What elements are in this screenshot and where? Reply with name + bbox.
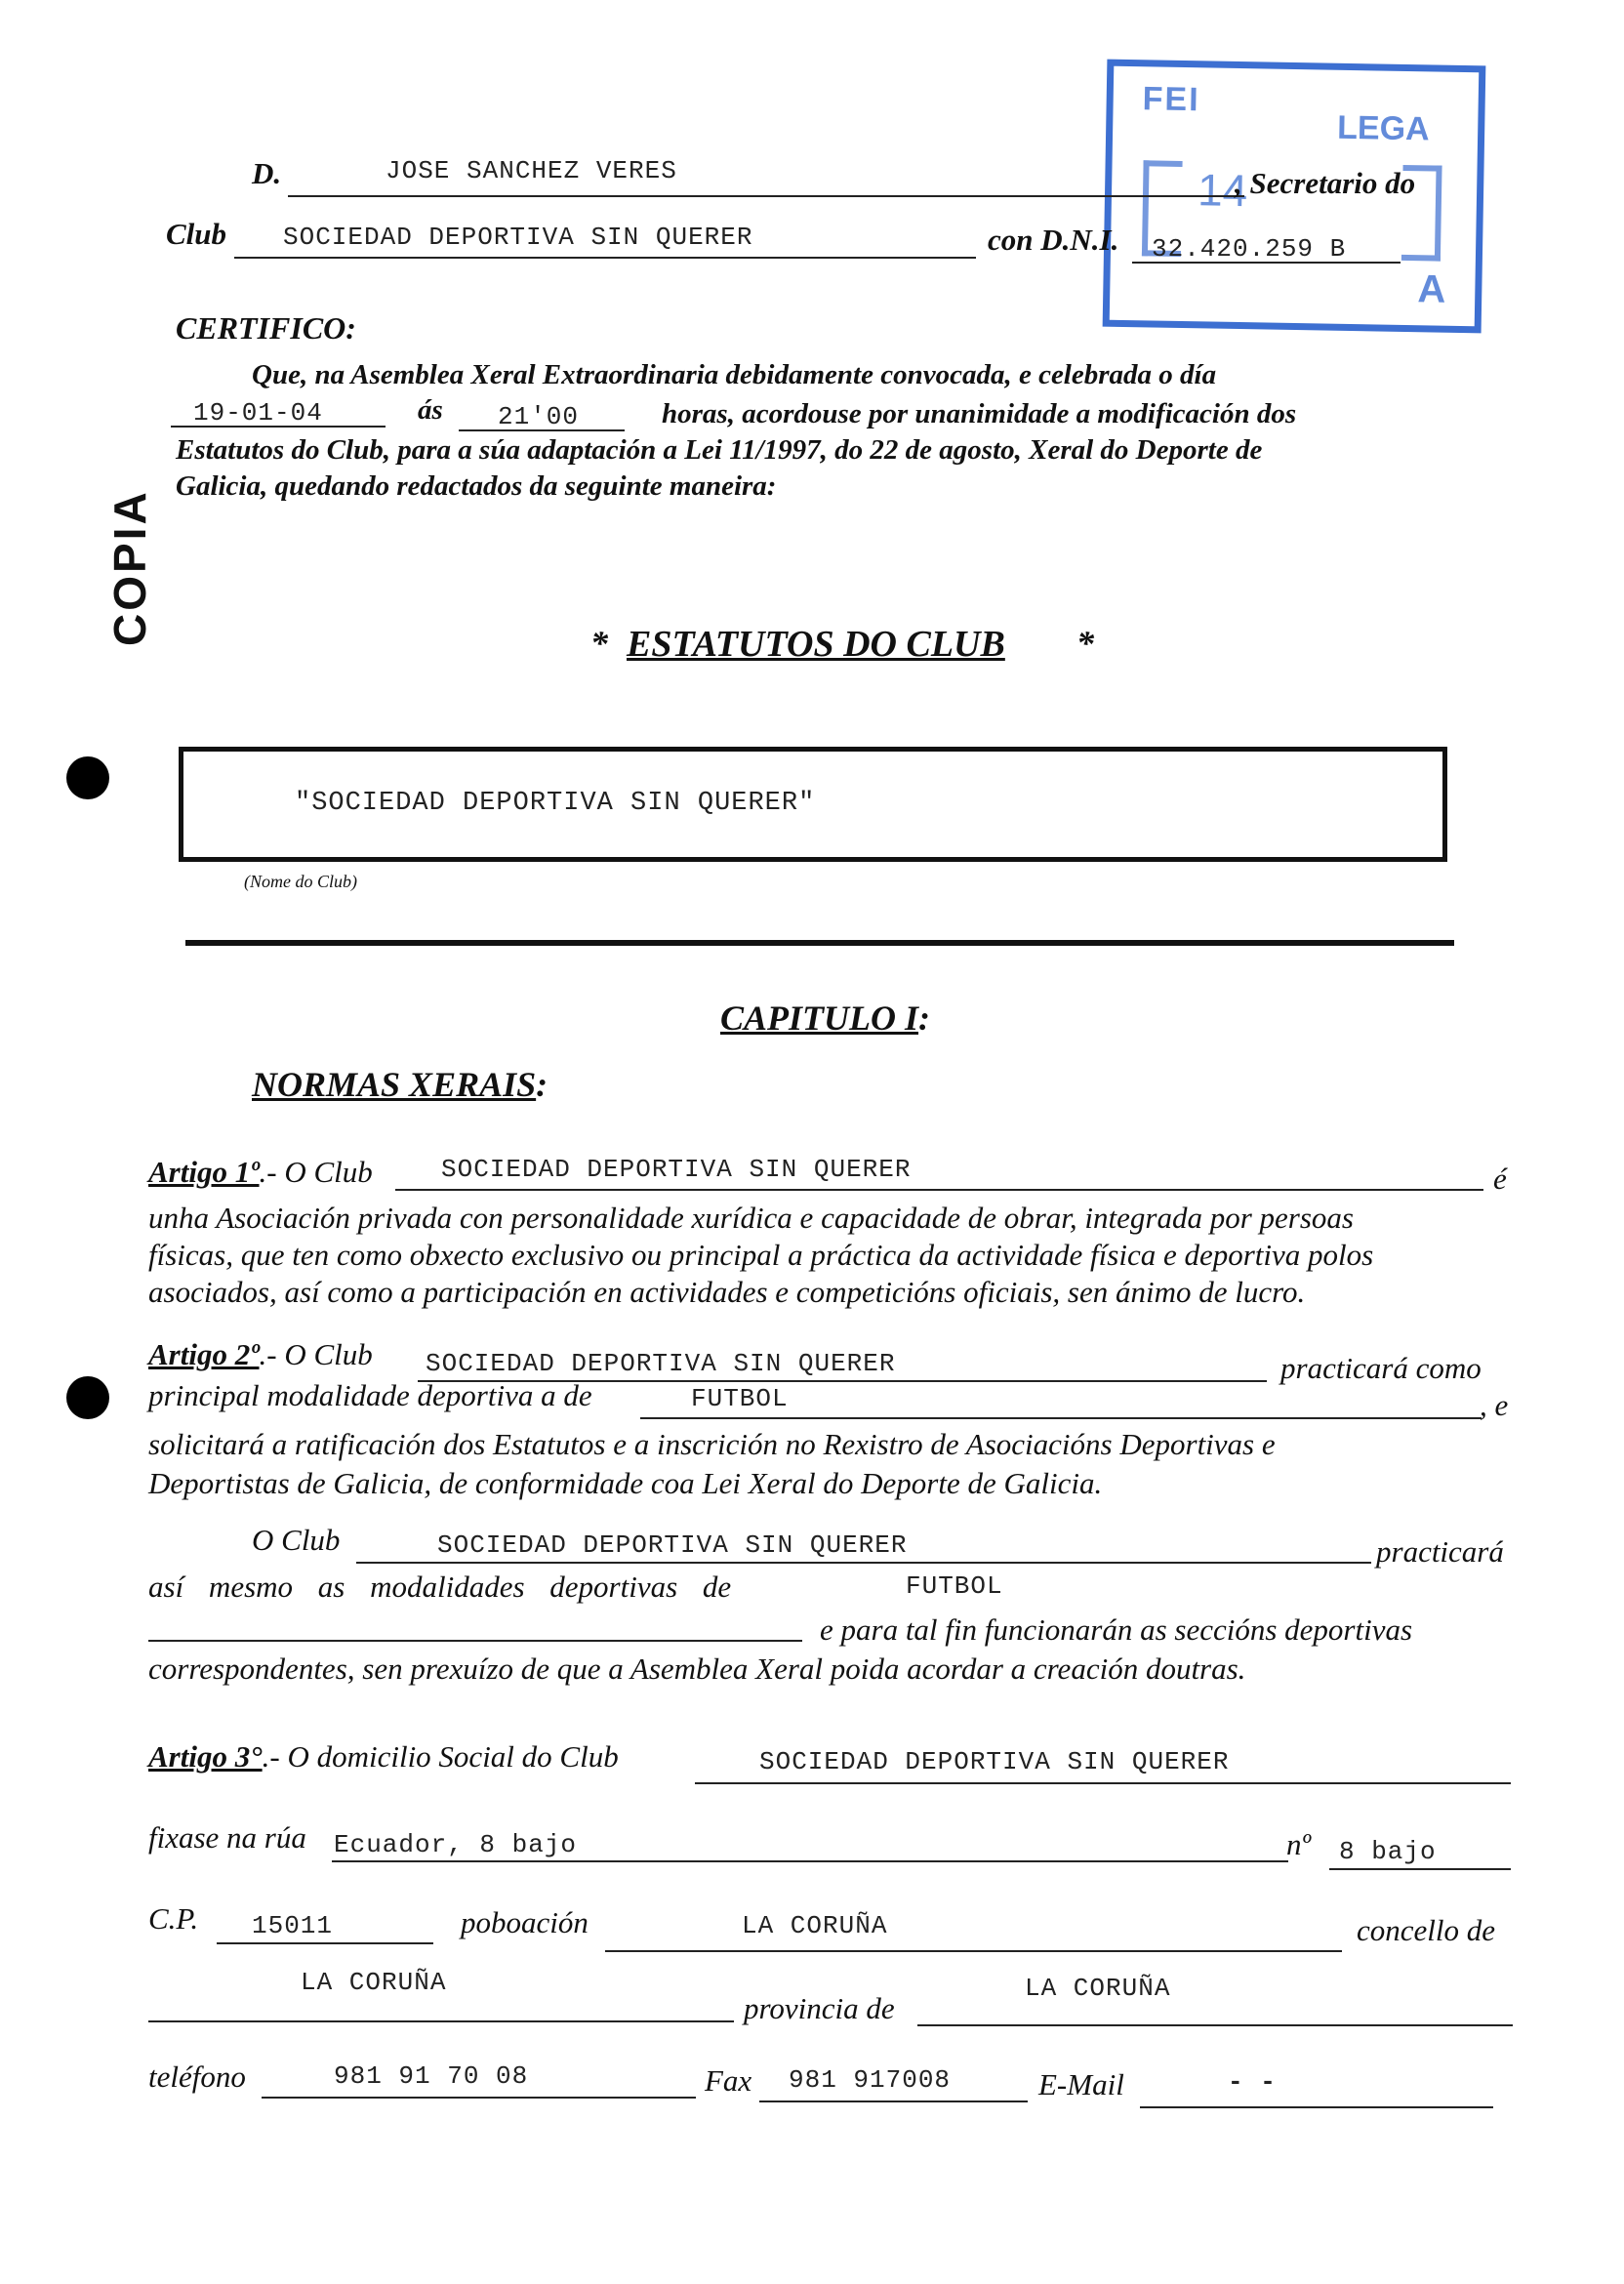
concello-line [148,2020,734,2022]
art2-p2-modalidade: FUTBOL [906,1571,1003,1601]
assembly-time: 21'00 [498,402,580,431]
date-line [171,426,386,428]
section-colon: : [536,1065,548,1104]
cp-value: 15011 [252,1911,334,1940]
telefono-label: teléfono [148,2060,246,2094]
title-star-right: * [1076,624,1094,663]
section-title: NORMAS XERAIS [252,1065,537,1104]
art1-line1: unha Asociación privada con personalidade xurídica e capacidade de obrar, integrada por persoas [148,1201,1354,1235]
fax-line [759,2100,1028,2102]
d-label: D. [252,156,282,190]
poboacion-value: LA CORUÑA [742,1911,888,1940]
art2-lead: .- O Club [259,1337,373,1371]
provincia-line [917,2024,1513,2026]
stamp-day: 14 [1197,164,1248,217]
stamp-letter: A [1417,267,1446,311]
art2-modalidade-line [640,1417,1482,1419]
stamp-region-text: LEGA [1336,108,1431,148]
telefono-value: 981 91 70 08 [334,2061,529,2091]
certifico-line2: horas, acordouse por unanimidade a modificación dos [662,398,1297,429]
provincia-label: provincia de [744,1991,895,2025]
art3-club-name: SOCIEDAD DEPORTIVA SIN QUERER [759,1747,1230,1776]
poboacion-line [605,1950,1342,1952]
club-name-line [234,257,976,259]
art2-p2-club-line [356,1562,1371,1564]
cp-label: C.P. [148,1901,199,1936]
provincia-value: LA CORUÑA [1025,1974,1171,2003]
certifico-heading: CERTIFICO: [176,310,356,346]
section-divider [185,940,1454,946]
certifico-line4: Galicia, quedando redactados da seguinte maneira: [176,470,777,502]
numero-line [1329,1868,1511,1870]
as-label: ás [418,394,443,426]
art2-practicara: practicará como [1280,1351,1482,1385]
rua-value: Ecuador, 8 bajo [334,1830,578,1859]
title-star-left: * [590,624,608,663]
stamp-federation-text: FEI [1142,80,1200,119]
time-line [459,429,625,431]
assembly-date: 19-01-04 [193,398,323,428]
club-box-name: "SOCIEDAD DEPORTIVA SIN QUERER" [295,789,816,818]
secretary-suffix: , Secretario do [1235,166,1416,200]
email-value: - - [1228,2067,1277,2097]
rua-line [332,1860,1288,1862]
concello-value: LA CORUÑA [301,1968,447,1997]
dni-label: con D.N.I. [988,223,1119,257]
rua-label: fixase na rúa [148,1820,306,1855]
art1-line2: físicas, que ten como obxecto exclusivo ou principal a práctica da actividade física e deportiva polos [148,1238,1374,1272]
email-line [1140,2106,1493,2108]
punch-hole-bottom [66,1376,109,1419]
art2-modalidade-label: principal modalidade deportiva a de [148,1378,592,1412]
art2-line2: Deportistas de Galicia, de conformidade coa Lei Xeral do Deporte de Galicia. [148,1466,1103,1500]
art3-label: Artigo 3° [148,1739,263,1774]
art2-p2-line3: e para tal fin funcionarán as seccións deportivas [820,1612,1413,1647]
chapter-colon: : [918,999,931,1038]
club-label: Club [166,217,227,251]
art1-club-name: SOCIEDAD DEPORTIVA SIN QUERER [441,1155,912,1184]
art1-label: Artigo 1º [148,1155,260,1189]
poboacion-label: poboación [461,1905,589,1939]
concello-label: concello de [1357,1913,1496,1947]
fax-label: Fax [705,2063,752,2098]
art1-line3: asociados, así como a participación en actividades e competicións oficiais, sen ánimo de lucro. [148,1275,1306,1309]
art2-p2-line4: correspondentes, sen prexuízo de que a Asemblea Xeral poida acordar a creación doutras. [148,1652,1246,1686]
email-label: E-Mail [1038,2067,1124,2101]
art2-modalidade: FUTBOL [691,1384,789,1413]
certifico-intro: Que, na Asemblea Xeral Extraordinaria debidamente convocada, e celebrada o día [252,359,1217,390]
art1-lead: .- O Club [259,1155,373,1189]
art2-e: , e [1480,1388,1509,1422]
art1-club-line [395,1189,1483,1191]
punch-hole-top [66,756,109,799]
cp-line [217,1942,433,1944]
secretary-name-line [288,195,1244,197]
copia-side-label: COPIA [104,489,155,646]
numero-label: nº [1286,1827,1312,1861]
art2-p2-practicara: practicará [1376,1534,1504,1569]
club-box-caption: (Nome do Club) [244,872,357,891]
header-club-name: SOCIEDAD DEPORTIVA SIN QUERER [283,223,753,252]
dni-value: 32.420.259 B [1152,234,1347,264]
art1-e: é [1493,1162,1507,1196]
numero-value: 8 bajo [1339,1837,1437,1866]
art2-club-name: SOCIEDAD DEPORTIVA SIN QUERER [426,1349,896,1378]
secretary-name: JOSE SANCHEZ VERES [386,156,677,185]
art2-p2-lead: O Club [252,1523,341,1557]
art2-label: Artigo 2º [148,1337,260,1371]
chapter-title: CAPITULO I [720,999,919,1038]
art2-line1: solicitará a ratificación dos Estatutos e a inscrición no Rexistro de Asociacións Deportivas e [148,1427,1276,1461]
art2-p2-modalidade-line [148,1640,802,1642]
telefono-line [262,2097,696,2099]
fax-value: 981 917008 [789,2065,952,2095]
statutes-title: ESTATUTOS DO CLUB [627,624,1005,665]
art3-club-line [695,1782,1511,1784]
certifico-line3: Estatutos do Club, para a súa adaptación a Lei 11/1997, do 22 de agosto, Xeral do Deporte de [176,434,1263,466]
art2-p2-line2: así mesmo as modalidades deportivas de [148,1570,732,1604]
art3-lead: .- O domicilio Social do Club [262,1739,619,1774]
art2-p2-club-name: SOCIEDAD DEPORTIVA SIN QUERER [437,1530,908,1560]
dni-line [1132,262,1401,264]
